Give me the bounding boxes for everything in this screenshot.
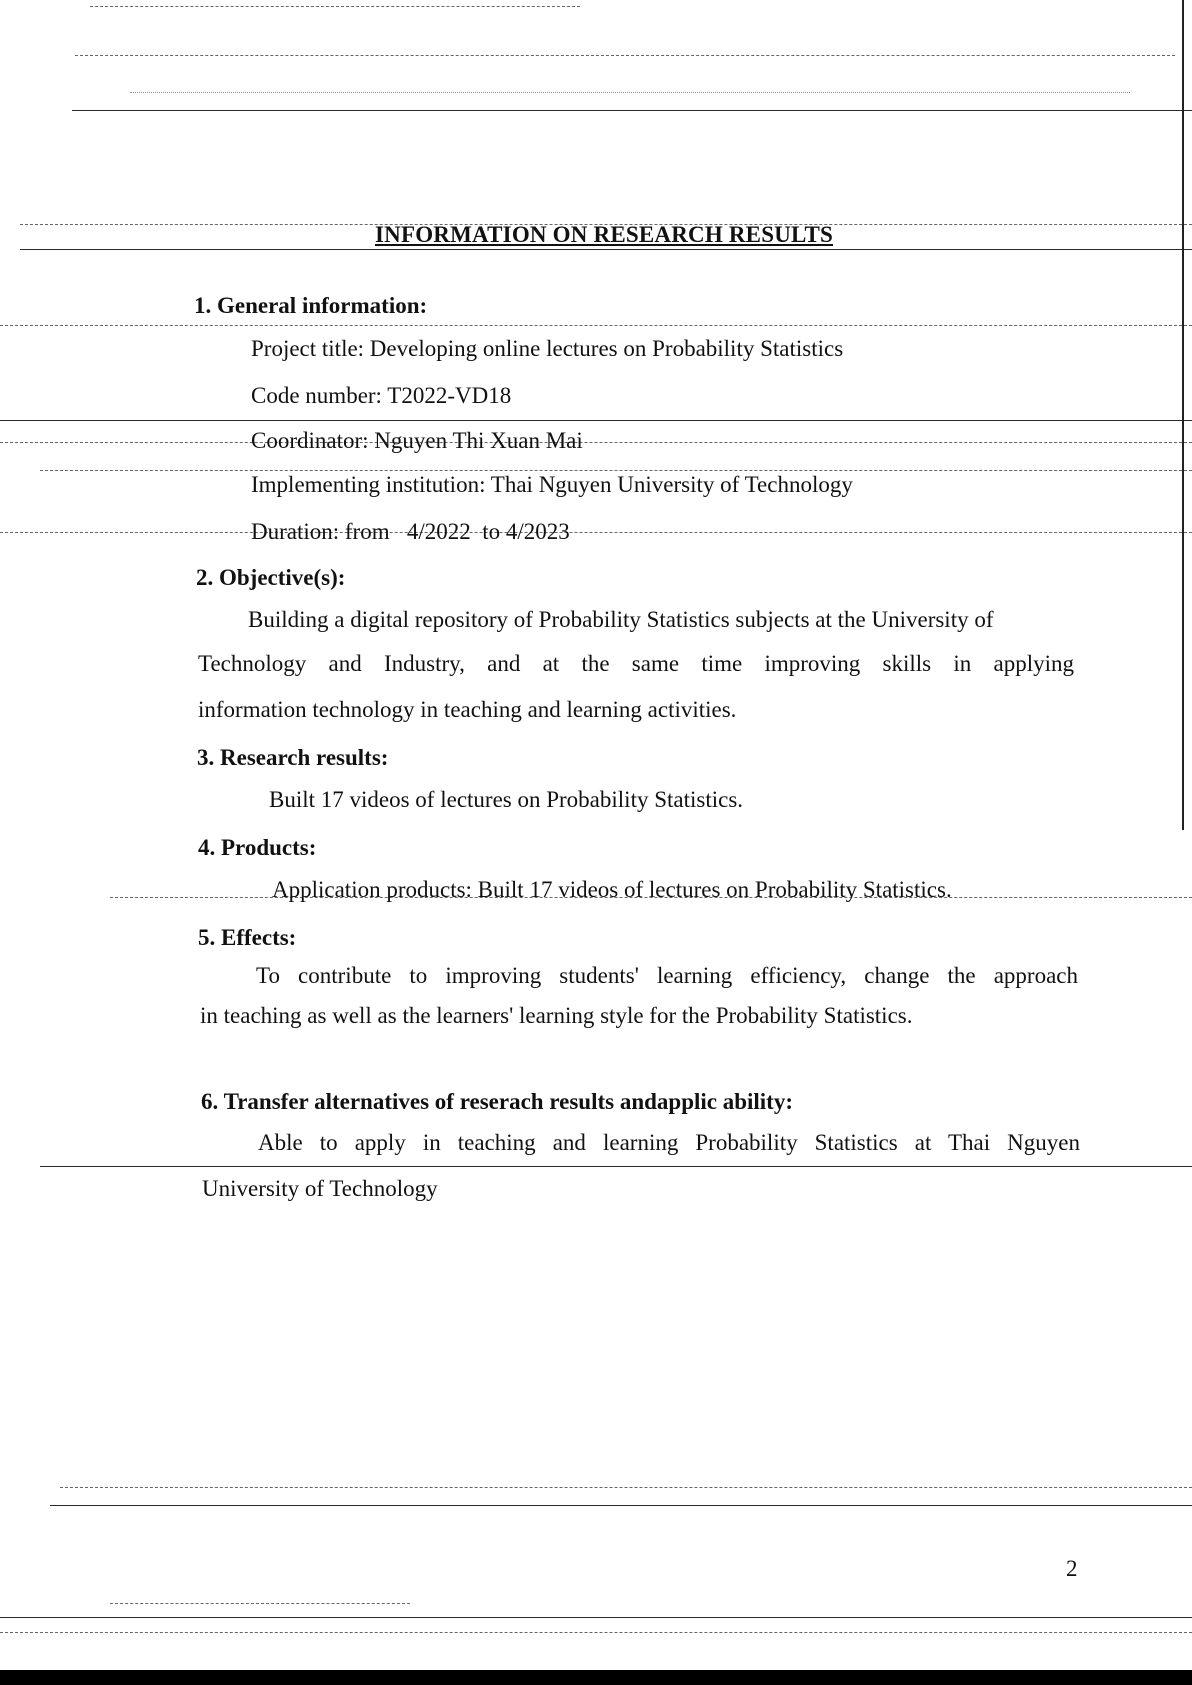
objectives-line-3: information technology in teaching and learning activities.: [198, 697, 737, 722]
scan-line: [20, 249, 1192, 250]
project-title: Project title: Developing online lectures on Probability Statistics: [251, 336, 844, 361]
section-heading-effects: 5. Effects:: [198, 925, 297, 950]
objectives-line-2: Technology and Industry, and at the same time improving skills in applying: [198, 651, 1074, 676]
scan-line: [0, 1632, 1192, 1633]
products-text: Application products: Built 17 videos of lectures on Probability Statistics.: [272, 877, 952, 902]
section-heading-products: 4. Products:: [198, 835, 317, 860]
section-heading-transfer: 6. Transfer alternatives of reserach results andapplic ability:: [201, 1089, 794, 1114]
document-title: INFORMATION ON RESEARCH RESULTS: [375, 222, 833, 247]
page-number: 2: [1066, 1556, 1078, 1581]
coordinator: Coordinator: Nguyen Thi Xuan Mai: [251, 428, 583, 453]
scan-line: [72, 110, 1192, 111]
objectives-paragraph: [198, 641, 1074, 733]
code-number: Code number: T2022-VD18: [251, 383, 512, 408]
objectives-line-1: Building a digital repository of Probability Statistics subjects at the University of: [248, 607, 994, 632]
transfer-paragraph: [202, 1120, 1080, 1212]
section-heading-results: 3. Research results:: [197, 745, 389, 770]
scan-line: [0, 325, 1192, 326]
effects-line-2: in teaching as well as the learners' learning style for the Probability Statistics.: [200, 1003, 913, 1028]
section-heading-objectives: 2. Objective(s):: [196, 565, 346, 590]
scan-bottom-border: [0, 1670, 1192, 1685]
section-heading-general: 1. General information:: [194, 293, 428, 318]
duration: Duration: from 4/2022 to 4/2023: [251, 519, 570, 544]
scan-line: [0, 1617, 1192, 1618]
scan-line: [50, 1505, 1192, 1506]
implementing-institution: Implementing institution: Thai Nguyen University of Technology: [251, 472, 853, 497]
scan-line: [75, 55, 1175, 56]
scan-line: [60, 1487, 1192, 1488]
scan-line: [0, 420, 1192, 421]
effects-paragraph: [200, 956, 1078, 1036]
transfer-line-1: Able to apply in teaching and learning Probability Statistics at Thai Nguyen: [258, 1130, 1080, 1155]
transfer-line-2: University of Technology: [202, 1176, 438, 1201]
effects-line-1: To contribute to improving students' learning efficiency, change the approach: [256, 963, 1078, 988]
scan-line: [130, 92, 1130, 93]
scan-line: [110, 1603, 410, 1604]
scan-line: [0, 532, 1192, 533]
scan-line: [90, 6, 580, 7]
scan-edge-line: [1182, 0, 1184, 830]
results-text: Built 17 videos of lectures on Probability Statistics.: [269, 787, 744, 812]
scan-line: [0, 442, 1192, 443]
